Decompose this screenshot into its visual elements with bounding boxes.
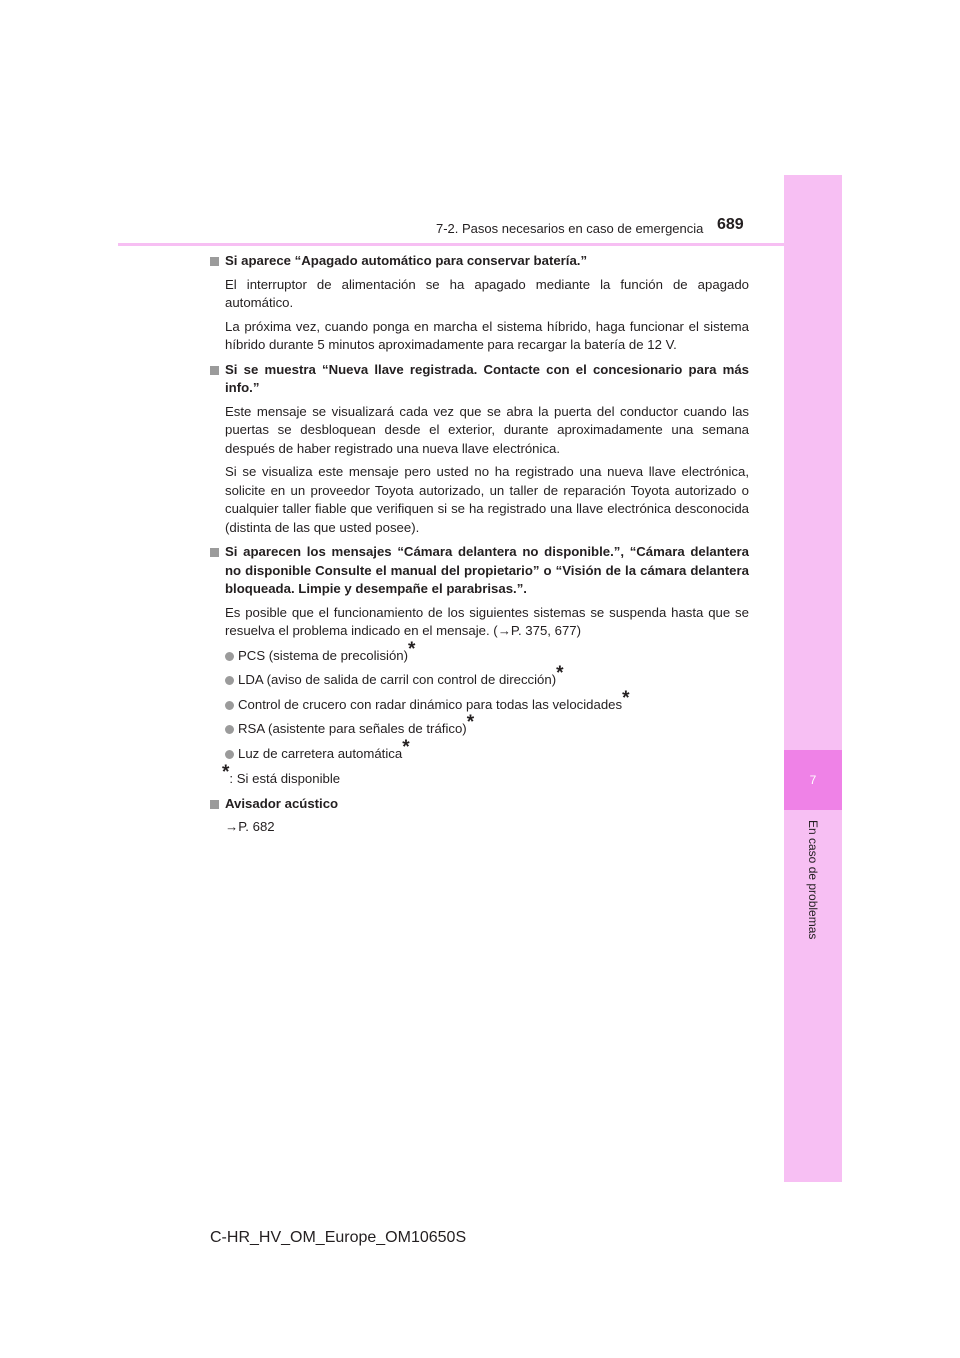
page-content — [210, 252, 749, 837]
document-id: C-HR_HV_OM_Europe_OM10650S — [210, 1229, 467, 1246]
square-bullet-icon — [210, 257, 219, 266]
paragraph: Es posible que el funcionamiento de los siguientes sistemas se suspenda hasta que se resuelva el problema indicado en el mensaje. (→P. 375, 677) — [225, 604, 749, 638]
paragraph: El interruptor de alimentación se ha apagado mediante la función de apagado automático. — [225, 276, 749, 310]
asterisk-mark: * — [222, 762, 230, 783]
footnote — [210, 762, 749, 789]
circle-bullet-icon — [225, 676, 234, 685]
section-heading-auto-off — [210, 252, 749, 271]
heading-text: Si aparece “Apagado automático para conservar batería.” — [225, 253, 588, 268]
circle-bullet-icon — [225, 701, 234, 710]
chapter-number: 7 — [784, 750, 842, 810]
chapter-side-tab — [784, 175, 842, 1182]
list-item — [210, 712, 749, 739]
list-item — [210, 638, 749, 666]
circle-bullet-icon — [225, 652, 234, 661]
list-item-text: Luz de carretera automática — [238, 745, 403, 761]
heading-text: Si se muestra “Nueva llave registrada. Contacte con el concesionario para más info.” — [225, 361, 749, 395]
asterisk-mark: * — [466, 712, 475, 733]
paragraph: Este mensaje se visualizará cada vez que se abra la puerta del conductor cuando las puertas se desbloquean desde el exterior, durante aproximadamente una semana después de haber registrado una nueva llave electrónica. — [225, 403, 749, 456]
page-reference: →P. 682 — [225, 819, 275, 834]
asterisk-mark: * — [622, 687, 630, 709]
list-item-text: LDA (aviso de salida de carril con control de dirección) — [238, 672, 557, 687]
section-heading-buzzer — [210, 795, 749, 814]
section-heading-front-camera — [210, 543, 749, 599]
circle-bullet-icon — [225, 725, 234, 734]
square-bullet-icon — [210, 548, 219, 557]
section-title: 7-2. Pasos necesarios en caso de emergencia — [436, 221, 704, 236]
list-item-text: RSA (asistente para señales de tráfico) — [238, 721, 467, 736]
asterisk-mark: * — [556, 663, 564, 684]
list-item — [210, 736, 749, 764]
section-heading-new-key — [210, 361, 749, 398]
paragraph: Si se visualiza este mensaje pero usted no ha registrado una nueva llave electrónica, solicite en un proveedor Toyota autorizado, un taller de reparación Toyota autorizado o cualquier taller fiable que verifiquen si se ha registrado una llave electrónica desconocida (distinta de las que usted posee). — [225, 464, 749, 535]
square-bullet-icon — [210, 366, 219, 375]
asterisk-mark: * — [408, 638, 416, 660]
circle-bullet-icon — [225, 750, 234, 759]
asterisk-mark: * — [402, 736, 410, 758]
heading-text: Avisador acústico — [225, 795, 339, 811]
page-number: 689 — [717, 216, 744, 233]
list-item — [210, 687, 749, 715]
square-bullet-icon — [210, 800, 219, 809]
list-item-text: PCS (sistema de precolisión) — [238, 647, 409, 663]
heading-text: Si aparecen los mensajes “Cámara delantera no disponible.”, “Cámara delantera no disponible Consulte el manual del propietario” o “Visión de la cámara delantera bloqueada. Limpie y desempañe el parabrisas.”. — [225, 544, 749, 596]
list-item-text: Control de crucero con radar dinámico para todas las velocidades — [238, 696, 623, 712]
header-divider — [118, 243, 842, 246]
paragraph: La próxima vez, cuando ponga en marcha el sistema híbrido, haga funcionar el sistema híbrido durante 5 minutos aproximadamente para recargar la batería de 12 V. — [225, 318, 749, 352]
chapter-title-text: En caso de problemas — [806, 820, 820, 940]
footnote-text: : Si está disponible — [229, 771, 341, 786]
list-item — [210, 663, 749, 690]
